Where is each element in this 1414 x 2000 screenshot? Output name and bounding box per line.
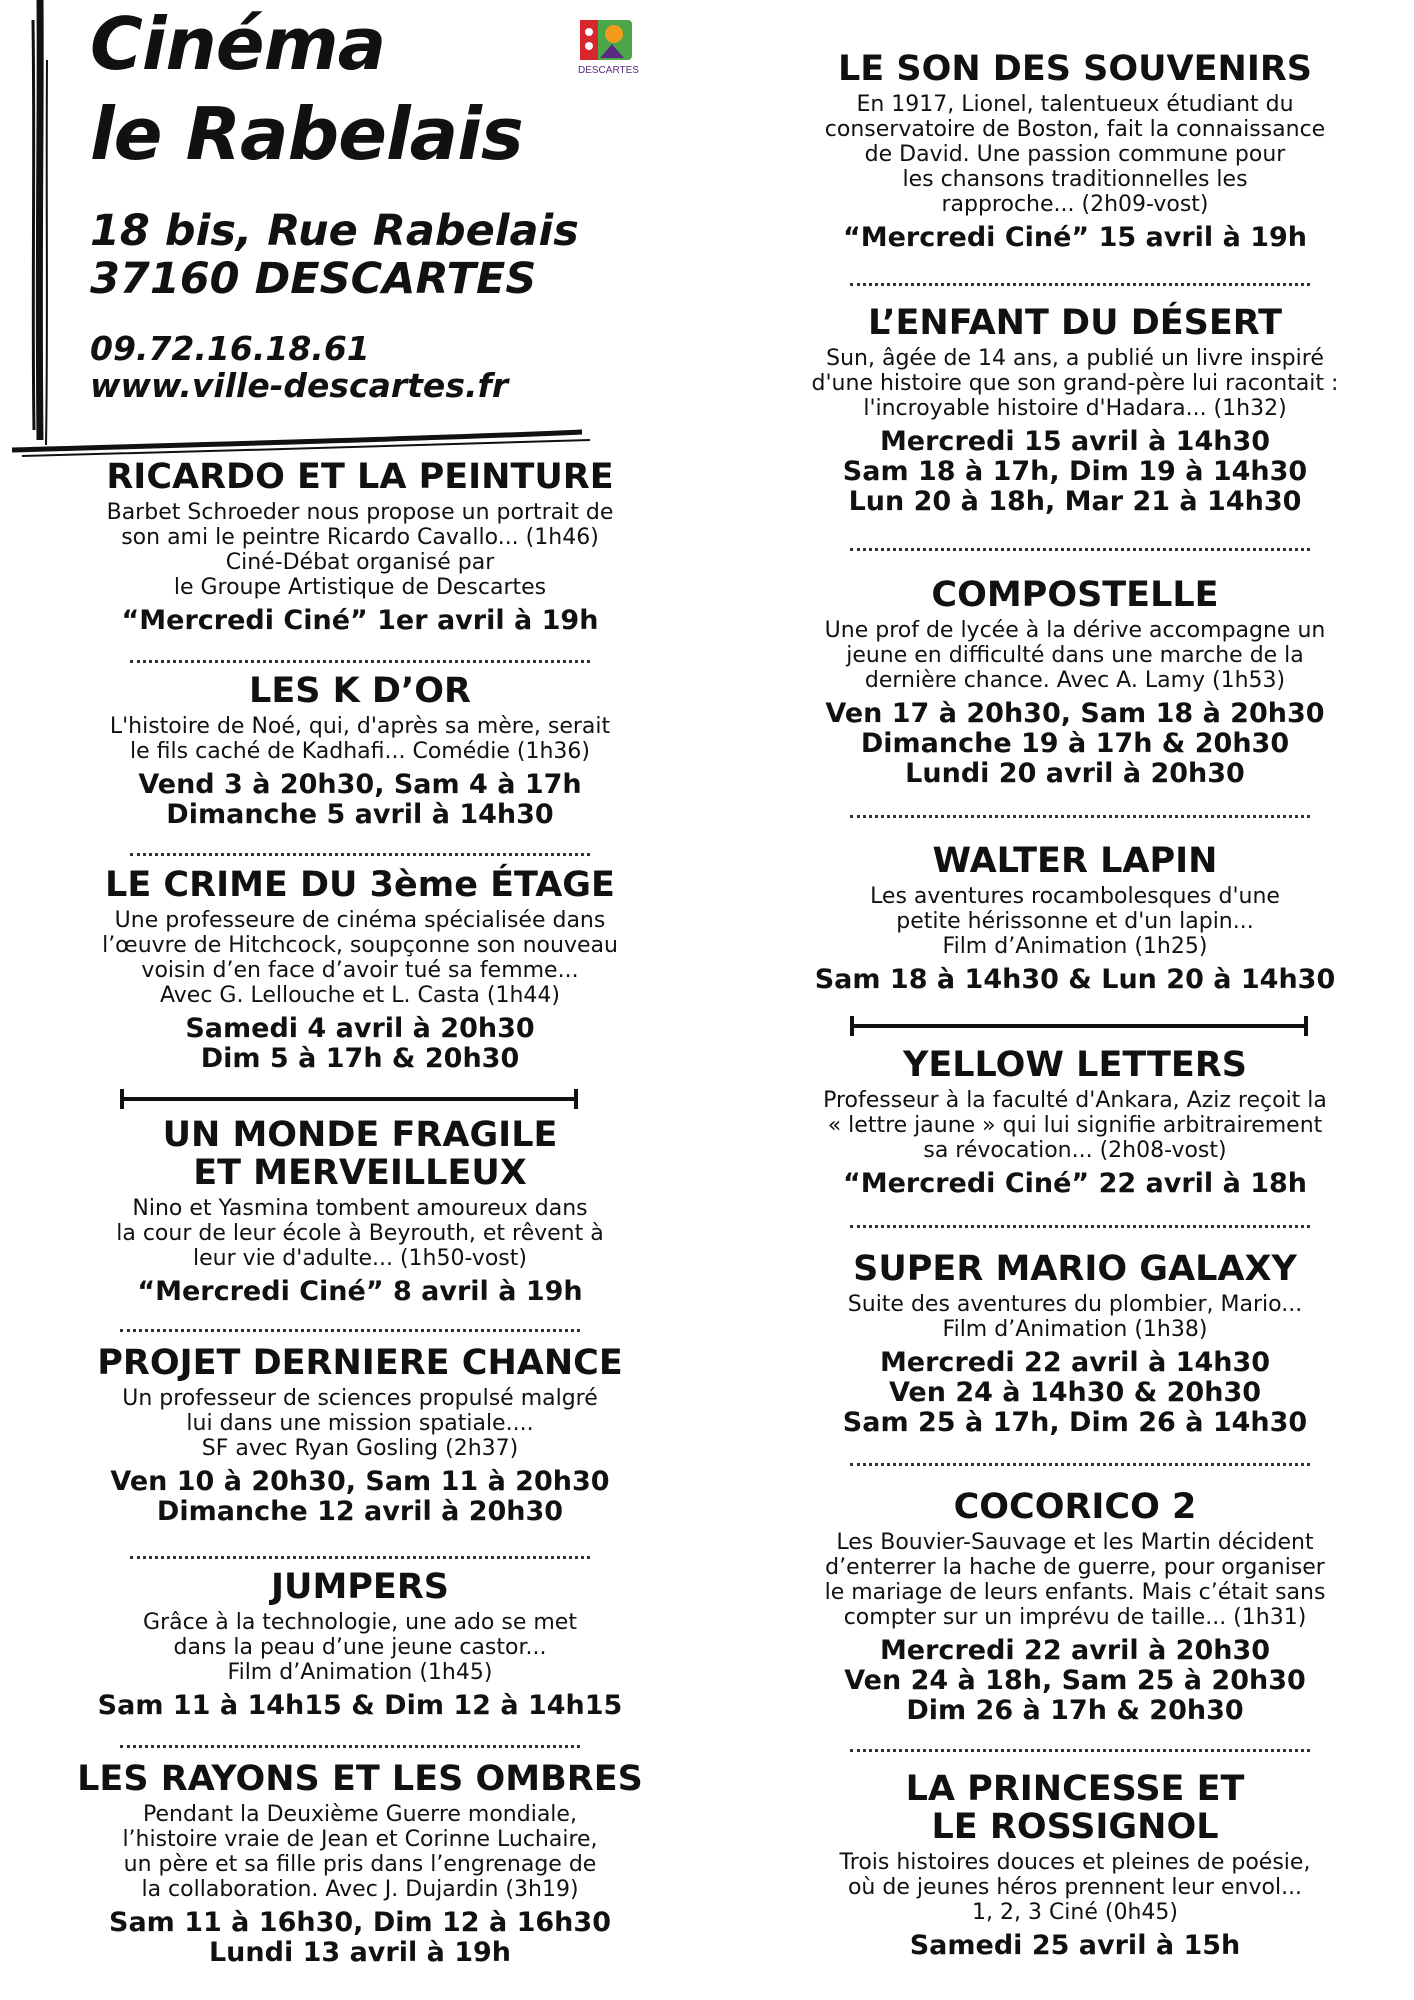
film-entry — [755, 842, 1395, 995]
film-schedule: “Mercredi Ciné” 1er avril à 19h — [121, 605, 599, 636]
town-logo — [578, 18, 639, 76]
film-schedule: “Mercredi Ciné” 22 avril à 18h — [842, 1168, 1308, 1199]
film-schedule: Ven 10 à 20h30, Sam 11 à 20h30 Dimanche 12 avril à 20h30 — [110, 1466, 610, 1527]
film-title: RICARDO ET LA PEINTURE — [106, 457, 614, 497]
film-schedule: “Mercredi Ciné” 8 avril à 19h — [137, 1276, 583, 1307]
solid-separator — [120, 1097, 578, 1101]
film-title: SUPER MARIO GALAXY — [853, 1249, 1297, 1289]
film-synopsis: L'histoire de Noé, qui, d'après sa mère, serait le fils caché de Kadhafi... Comédie (1h36) — [109, 714, 611, 764]
film-schedule: Ven 17 à 20h30, Sam 18 à 20h30 Dimanche 19 à 17h & 20h30 Lundi 20 avril à 20h30 — [825, 698, 1325, 789]
film-synopsis: Une professeure de cinéma spécialisée dans l’œuvre de Hitchcock, soupçonne son nouveau voisin d’en face d’avoir tué sa femme... Avec G. Lellouche et L. Casta (1h44) — [102, 908, 618, 1008]
film-synopsis: Sun, âgée de 14 ans, a publié un livre inspiré d'une histoire que son grand-père lui racontait : l'incroyable histoire d'Hadara... (1h32) — [811, 346, 1339, 421]
logo-mark-icon — [578, 18, 634, 62]
logo-text: DESCARTES — [578, 65, 639, 76]
film-schedule: Mercredi 22 avril à 20h30 Ven 24 à 18h, Sam 25 à 20h30 Dim 26 à 17h & 20h30 — [844, 1635, 1306, 1726]
film-title: UN MONDE FRAGILE ET MERVEILLEUX — [162, 1115, 558, 1193]
film-entry — [755, 50, 1395, 253]
dotted-separator — [130, 853, 590, 856]
film-synopsis: Barbet Schroeder nous propose un portrait de son ami le peintre Ricardo Cavallo... (1h46) Ciné-Débat organisé par le Groupe Artistique de Descartes — [106, 500, 614, 600]
film-title: YELLOW LETTERS — [903, 1045, 1247, 1085]
film-entry — [755, 304, 1395, 517]
dotted-separator — [850, 1749, 1310, 1752]
film-entry — [755, 1250, 1395, 1438]
film-schedule: Vend 3 à 20h30, Sam 4 à 17h Dimanche 5 avril à 14h30 — [138, 769, 582, 830]
film-entry — [755, 1770, 1395, 1961]
film-schedule: Sam 11 à 14h15 & Dim 12 à 14h15 — [97, 1690, 623, 1721]
film-synopsis: Les aventures rocambolesques d'une petite hérissonne et d'un lapin... Film d’Animation (1h25) — [870, 884, 1280, 959]
film-entry — [40, 1760, 680, 1968]
film-title: COCORICO 2 — [953, 1487, 1197, 1527]
film-title: LE CRIME DU 3ème ÉTAGE — [105, 865, 615, 905]
dotted-separator — [130, 1556, 590, 1559]
dotted-separator — [850, 815, 1310, 818]
dotted-separator — [130, 660, 590, 663]
film-synopsis: Professeur à la faculté d'Ankara, Aziz reçoit la « lettre jaune » qui lui signifie arbitrairement sa révocation... (2h08-vost) — [823, 1088, 1327, 1163]
film-synopsis: Pendant la Deuxième Guerre mondiale, l’histoire vraie de Jean et Corinne Luchaire, un père et sa fille pris dans l’engrenage de la collaboration. Avec J. Dujardin (3h19) — [122, 1802, 598, 1902]
film-schedule: Mercredi 22 avril à 14h30 Ven 24 à 14h30 & 20h30 Sam 25 à 17h, Dim 26 à 14h30 — [842, 1347, 1308, 1438]
film-entry — [40, 1116, 680, 1307]
film-entry — [40, 1568, 680, 1721]
address-city: 37160 DESCARTES — [90, 254, 537, 304]
film-entry — [40, 866, 680, 1074]
film-schedule: Sam 11 à 16h30, Dim 12 à 16h30 Lundi 13 avril à 19h — [109, 1907, 611, 1968]
film-schedule: “Mercredi Ciné” 15 avril à 19h — [842, 222, 1308, 253]
solid-separator — [850, 1024, 1308, 1028]
film-entry — [40, 1344, 680, 1527]
film-synopsis: Trois histoires douces et pleines de poésie, où de jeunes héros prennent leur envol... 1, 2, 3 Ciné (0h45) — [839, 1850, 1311, 1925]
film-synopsis: Un professeur de sciences propulsé malgré lui dans une mission spatiale.... SF avec Ryan Gosling (2h37) — [122, 1386, 598, 1461]
film-schedule: Samedi 4 avril à 20h30 Dim 5 à 17h & 20h30 — [185, 1013, 535, 1074]
film-title: LE SON DES SOUVENIRS — [837, 49, 1313, 89]
film-synopsis: Grâce à la technologie, une ado se met dans la peau d’une jeune castor... Film d’Animation (1h45) — [143, 1610, 577, 1685]
film-schedule: Samedi 25 avril à 15h — [909, 1930, 1241, 1961]
film-entry — [40, 672, 680, 830]
film-title: WALTER LAPIN — [932, 841, 1218, 881]
film-title: COMPOSTELLE — [931, 575, 1219, 615]
dotted-separator — [850, 1463, 1310, 1466]
film-entry — [755, 576, 1395, 789]
film-schedule: Sam 18 à 14h30 & Lun 20 à 14h30 — [814, 964, 1336, 995]
film-title: LES RAYONS ET LES OMBRES — [77, 1759, 643, 1799]
film-schedule: Mercredi 15 avril à 14h30 Sam 18 à 17h, Dim 19 à 14h30 Lun 20 à 18h, Mar 21 à 14h30 — [842, 426, 1308, 517]
dotted-separator — [120, 1329, 580, 1332]
dotted-separator — [850, 548, 1310, 551]
film-synopsis: En 1917, Lionel, talentueux étudiant du conservatoire de Boston, fait la connaissance de David. Une passion commune pour les chansons traditionnelles les rapproche... (2h09-vost) — [824, 92, 1326, 217]
dotted-separator — [850, 283, 1310, 286]
dotted-separator — [120, 1745, 580, 1748]
film-title: L’ENFANT DU DÉSERT — [867, 303, 1283, 343]
film-synopsis: Les Bouvier-Sauvage et les Martin décident d’enterrer la hache de guerre, pour organiser le mariage de leurs enfants. Mais c’était sans compter sur un imprévu de taille... (1h31) — [824, 1530, 1326, 1630]
phone-number: 09.72.16.18.61 — [90, 329, 370, 368]
film-title: LES K D’OR — [249, 671, 471, 711]
film-synopsis: Une prof de lycée à la dérive accompagne un jeune en difficulté dans une marche de la dernière chance. Avec A. Lamy (1h53) — [824, 618, 1326, 693]
cinema-title-line2: le Rabelais — [90, 92, 523, 176]
film-entry — [755, 1488, 1395, 1726]
film-title: JUMPERS — [271, 1567, 449, 1607]
film-title: PROJET DERNIERE CHANCE — [97, 1343, 623, 1383]
film-entry — [755, 1046, 1395, 1199]
address-street: 18 bis, Rue Rabelais — [90, 206, 579, 256]
film-title: LA PRINCESSE ET LE ROSSIGNOL — [905, 1769, 1245, 1847]
cinema-title-line1: Cinéma — [90, 2, 386, 86]
dotted-separator — [850, 1225, 1310, 1228]
film-entry — [40, 458, 680, 636]
film-synopsis: Nino et Yasmina tombent amoureux dans la cour de leur école à Beyrouth, et rêvent à leur vie d'adulte... (1h50-vost) — [116, 1196, 604, 1271]
website-link[interactable]: www.ville-descartes.fr — [90, 366, 509, 405]
film-synopsis: Suite des aventures du plombier, Mario... Film d’Animation (1h38) — [847, 1292, 1303, 1342]
